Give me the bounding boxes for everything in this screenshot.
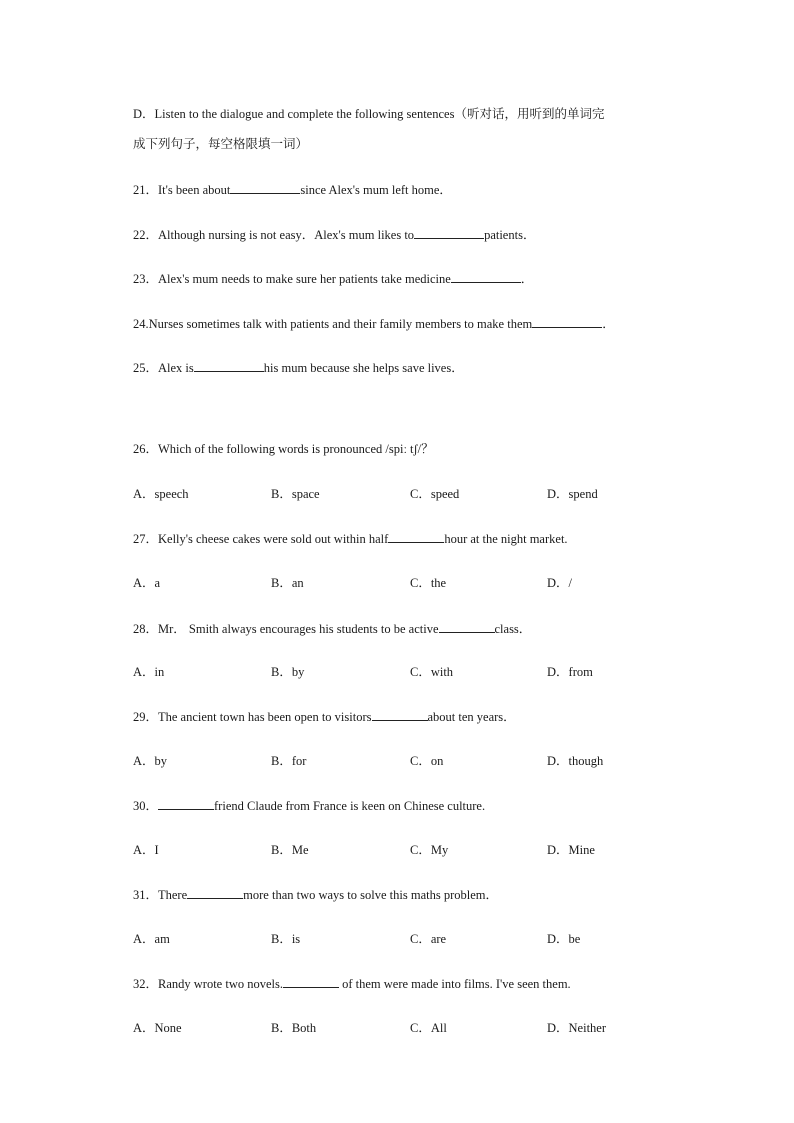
option-c[interactable]: C．are <box>410 932 447 946</box>
option-c[interactable]: C．All <box>410 1021 447 1035</box>
question-26-options <box>133 486 693 502</box>
question-28-options <box>133 664 693 680</box>
option-d[interactable]: D．Mine <box>547 843 595 857</box>
answer-blank-31[interactable] <box>187 886 243 899</box>
answer-blank-24[interactable] <box>532 315 602 328</box>
option-a[interactable]: A．None <box>133 1021 182 1035</box>
question-24: 24.Nurses sometimes talk with patients and their family members to make them ． <box>133 317 615 331</box>
question-26-stem: 26．Which of the following words is pronounced /spiː tʃ/？ <box>133 442 434 456</box>
answer-blank-22[interactable] <box>414 226 484 239</box>
answer-blank-25[interactable] <box>194 359 264 372</box>
option-a[interactable]: A．by <box>133 754 168 768</box>
question-30-stem: 30． friend Claude from France is keen on Chinese culture. <box>133 799 486 813</box>
question-32-stem: 32．Randy wrote two novels. of them were made into films. I've seen them. <box>133 977 571 991</box>
answer-blank-32[interactable] <box>283 975 339 988</box>
option-a[interactable]: A．in <box>133 665 165 679</box>
question-32-options <box>133 1020 693 1036</box>
option-d[interactable]: D．spend <box>547 487 598 501</box>
option-c[interactable]: C．speed <box>410 487 460 501</box>
question-30-options <box>133 842 693 858</box>
option-d[interactable]: D．be <box>547 932 581 946</box>
option-b[interactable]: B．space <box>271 487 320 501</box>
option-b[interactable]: B．an <box>271 576 304 590</box>
question-22: 22．Although nursing is not easy．Alex's mum likes to patients． <box>133 228 536 242</box>
option-d[interactable]: D．/ <box>547 576 573 590</box>
option-d[interactable]: D．though <box>547 754 604 768</box>
question-29-options <box>133 753 693 769</box>
question-21: 21．It's been about since Alex's mum left home． <box>133 183 452 197</box>
question-27-options <box>133 575 693 591</box>
option-c[interactable]: C．on <box>410 754 444 768</box>
answer-blank-23[interactable] <box>451 270 521 283</box>
option-c[interactable]: C．My <box>410 843 449 857</box>
option-a[interactable]: A．speech <box>133 487 189 501</box>
option-a[interactable]: A．a <box>133 576 161 590</box>
option-a[interactable]: A．am <box>133 932 170 946</box>
option-c[interactable]: C．with <box>410 665 454 679</box>
instruction-line-2: 成下列句子，每空格限填一词） <box>133 137 309 151</box>
question-27-stem: 27．Kelly's cheese cakes were sold out within half hour at the night market. <box>133 532 568 546</box>
option-d[interactable]: D．from <box>547 665 593 679</box>
question-29-stem: 29．The ancient town has been open to visitors about ten years． <box>133 710 516 724</box>
answer-blank-30[interactable] <box>158 797 214 810</box>
option-d[interactable]: D．Neither <box>547 1021 607 1035</box>
answer-blank-29[interactable] <box>372 708 428 721</box>
option-b[interactable]: B．by <box>271 665 305 679</box>
option-c[interactable]: C．the <box>410 576 447 590</box>
question-31-options <box>133 931 693 947</box>
option-b[interactable]: B．is <box>271 932 301 946</box>
option-b[interactable]: B．Both <box>271 1021 317 1035</box>
answer-blank-28[interactable] <box>439 620 495 633</box>
option-b[interactable]: B．Me <box>271 843 309 857</box>
option-b[interactable]: B．for <box>271 754 307 768</box>
answer-blank-21[interactable] <box>230 181 300 194</box>
option-a[interactable]: A．I <box>133 843 159 857</box>
answer-blank-27[interactable] <box>388 530 444 543</box>
instruction-line-1: D．Listen to the dialogue and complete the following sentences（听对话，用听到的单词完 <box>133 107 605 121</box>
question-31-stem: 31．There more than two ways to solve this maths problem． <box>133 888 498 902</box>
question-23: 23．Alex's mum needs to make sure her patients take medicine ． <box>133 272 534 286</box>
question-25: 25．Alex is his mum because she helps save lives． <box>133 361 464 375</box>
question-28-stem: 28．Mr． Smith always encourages his students to be active class． <box>133 622 532 636</box>
